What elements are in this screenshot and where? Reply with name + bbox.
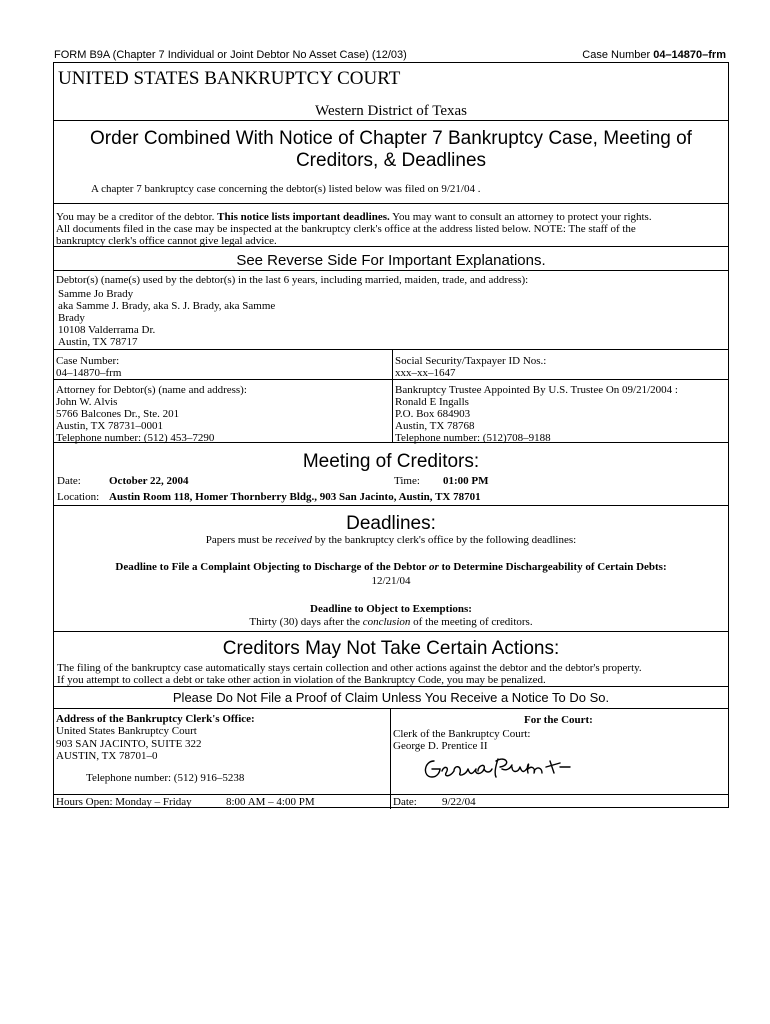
creditor-notice-line2: All documents filed in the case may be inspected at the bankruptcy clerk's office at the address listed below. NOTE: The staff of the bbox=[56, 223, 636, 235]
reverse-side-heading: See Reverse Side For Important Explanations. bbox=[236, 252, 546, 269]
for-court-label: For the Court: bbox=[524, 714, 593, 726]
exemptions-deadline-text: Thirty (30) days after the conclusion of the meeting of creditors. bbox=[249, 616, 533, 628]
divider bbox=[54, 505, 728, 506]
ssn-value: xxx–xx–1647 bbox=[395, 367, 456, 379]
meeting-location: Austin Room 118, Homer Thornberry Bldg., 903 San Jacinto, Austin, TX 78701 bbox=[109, 491, 481, 503]
case-number-value: 04–14870–frm bbox=[56, 367, 122, 379]
trustee-street: P.O. Box 684903 bbox=[395, 408, 471, 420]
divider bbox=[54, 442, 728, 443]
trustee-phone: Telephone number: (512)708–9188 bbox=[395, 432, 551, 444]
creditor-notice-line3: bankruptcy clerk's office cannot give legal advice. bbox=[56, 235, 277, 247]
complaint-deadline-title: Deadline to File a Complaint Objecting to Discharge of the Debtor or to Determine Dischargeability of Certain Debts: bbox=[115, 561, 667, 573]
trustee-city: Austin, TX 78768 bbox=[395, 420, 475, 432]
clerk-name: George D. Prentice II bbox=[393, 740, 488, 752]
divider bbox=[54, 708, 728, 709]
divider bbox=[54, 203, 728, 204]
meeting-location-label: Location: bbox=[57, 491, 100, 503]
creditors-heading: Creditors May Not Take Certain Actions: bbox=[222, 638, 560, 659]
attorney-name: John W. Alvis bbox=[56, 396, 118, 408]
order-date: 9/22/04 bbox=[442, 796, 476, 808]
trustee-label: Bankruptcy Trustee Appointed By U.S. Trustee On 09/21/2004 : bbox=[395, 384, 678, 396]
attorney-label: Attorney for Debtor(s) (name and address): bbox=[56, 384, 247, 396]
notice-form bbox=[53, 62, 729, 808]
complaint-deadline-date: 12/21/04 bbox=[371, 575, 411, 587]
deadlines-intro: Papers must be received by the bankruptcy clerk's office by the following deadlines: bbox=[205, 534, 577, 546]
divider bbox=[54, 631, 728, 632]
notice-title: Order Combined With Notice of Chapter 7 Bankruptcy Case, Meeting of Creditors, & Deadlines bbox=[90, 128, 692, 171]
form-header bbox=[54, 49, 730, 62]
meeting-time-label: Time: bbox=[394, 475, 420, 487]
form-id: FORM B9A (Chapter 7 Individual or Joint Debtor No Asset Case) (12/03) bbox=[54, 49, 407, 61]
case-number-label: Case Number: bbox=[56, 355, 120, 367]
clerk-office-street: 903 SAN JACINTO, SUITE 322 bbox=[56, 738, 202, 750]
debtor-city: Austin, TX 78717 bbox=[58, 336, 138, 348]
proof-of-claim-notice: Please Do Not File a Proof of Claim Unless You Receive a Notice To Do So. bbox=[172, 690, 610, 705]
clerk-signature bbox=[420, 751, 580, 785]
exemptions-deadline-title: Deadline to Object to Exemptions: bbox=[310, 603, 472, 615]
attorney-phone: Telephone number: (512) 453–7290 bbox=[56, 432, 215, 444]
hours-value: 8:00 AM – 4:00 PM bbox=[226, 796, 315, 808]
clerk-office-name: United States Bankruptcy Court bbox=[56, 725, 197, 737]
deadlines-heading: Deadlines: bbox=[346, 513, 436, 534]
meeting-date-label: Date: bbox=[57, 475, 81, 487]
debtor-label: Debtor(s) (name(s) used by the debtor(s) in the last 6 years, including married, maiden, trade, and address): bbox=[56, 274, 529, 286]
attorney-street: 5766 Balcones Dr., Ste. 201 bbox=[56, 408, 180, 420]
debtor-name: Samme Jo Brady bbox=[58, 288, 134, 300]
attorney-city: Austin, TX 78731–0001 bbox=[56, 420, 164, 432]
creditors-stay-line1: The filing of the bankruptcy case automatically stays certain collection and other actions against the debtor and the debtor's property. bbox=[57, 662, 642, 674]
divider bbox=[54, 794, 728, 795]
debtor-aka-cont: Brady bbox=[58, 312, 85, 324]
clerk-title: Clerk of the Bankruptcy Court: bbox=[393, 728, 531, 740]
order-date-label: Date: bbox=[393, 796, 417, 808]
divider bbox=[54, 686, 728, 687]
divider bbox=[54, 349, 728, 350]
column-divider bbox=[392, 349, 393, 442]
divider bbox=[54, 120, 728, 121]
clerk-office-city: AUSTIN, TX 78701–0 bbox=[56, 750, 158, 762]
filed-statement: A chapter 7 bankruptcy case concerning the debtor(s) listed below was filed on 9/21/04 . bbox=[91, 183, 481, 195]
meeting-date: October 22, 2004 bbox=[109, 475, 189, 487]
meeting-time: 01:00 PM bbox=[443, 475, 489, 487]
debtor-street: 10108 Valderrama Dr. bbox=[58, 324, 156, 336]
meeting-heading: Meeting of Creditors: bbox=[302, 451, 480, 472]
divider bbox=[54, 270, 728, 271]
divider bbox=[54, 246, 728, 247]
creditors-stay-line2: If you attempt to collect a debt or take other action in violation of the Bankruptcy Code, you may be penalized. bbox=[57, 674, 546, 686]
trustee-name: Ronald E Ingalls bbox=[395, 396, 469, 408]
clerk-office-label: Address of the Bankruptcy Clerk's Office: bbox=[56, 713, 255, 725]
divider bbox=[54, 379, 728, 380]
clerk-office-phone: Telephone number: (512) 916–5238 bbox=[86, 772, 245, 784]
creditor-notice-line1: You may be a creditor of the debtor. This notice lists important deadlines. You may want to consult an attorney to protect your rights. bbox=[56, 211, 652, 223]
hours-label: Hours Open: Monday – Friday bbox=[56, 796, 192, 808]
debtor-aka: aka Samme J. Brady, aka S. J. Brady, aka Samme bbox=[58, 300, 276, 312]
case-number-header: Case Number 04–14870–frm bbox=[582, 49, 726, 61]
ssn-label: Social Security/Taxpayer ID Nos.: bbox=[395, 355, 547, 367]
court-name: UNITED STATES BANKRUPTCY COURT bbox=[58, 68, 401, 89]
court-district: Western District of Texas bbox=[314, 103, 467, 119]
